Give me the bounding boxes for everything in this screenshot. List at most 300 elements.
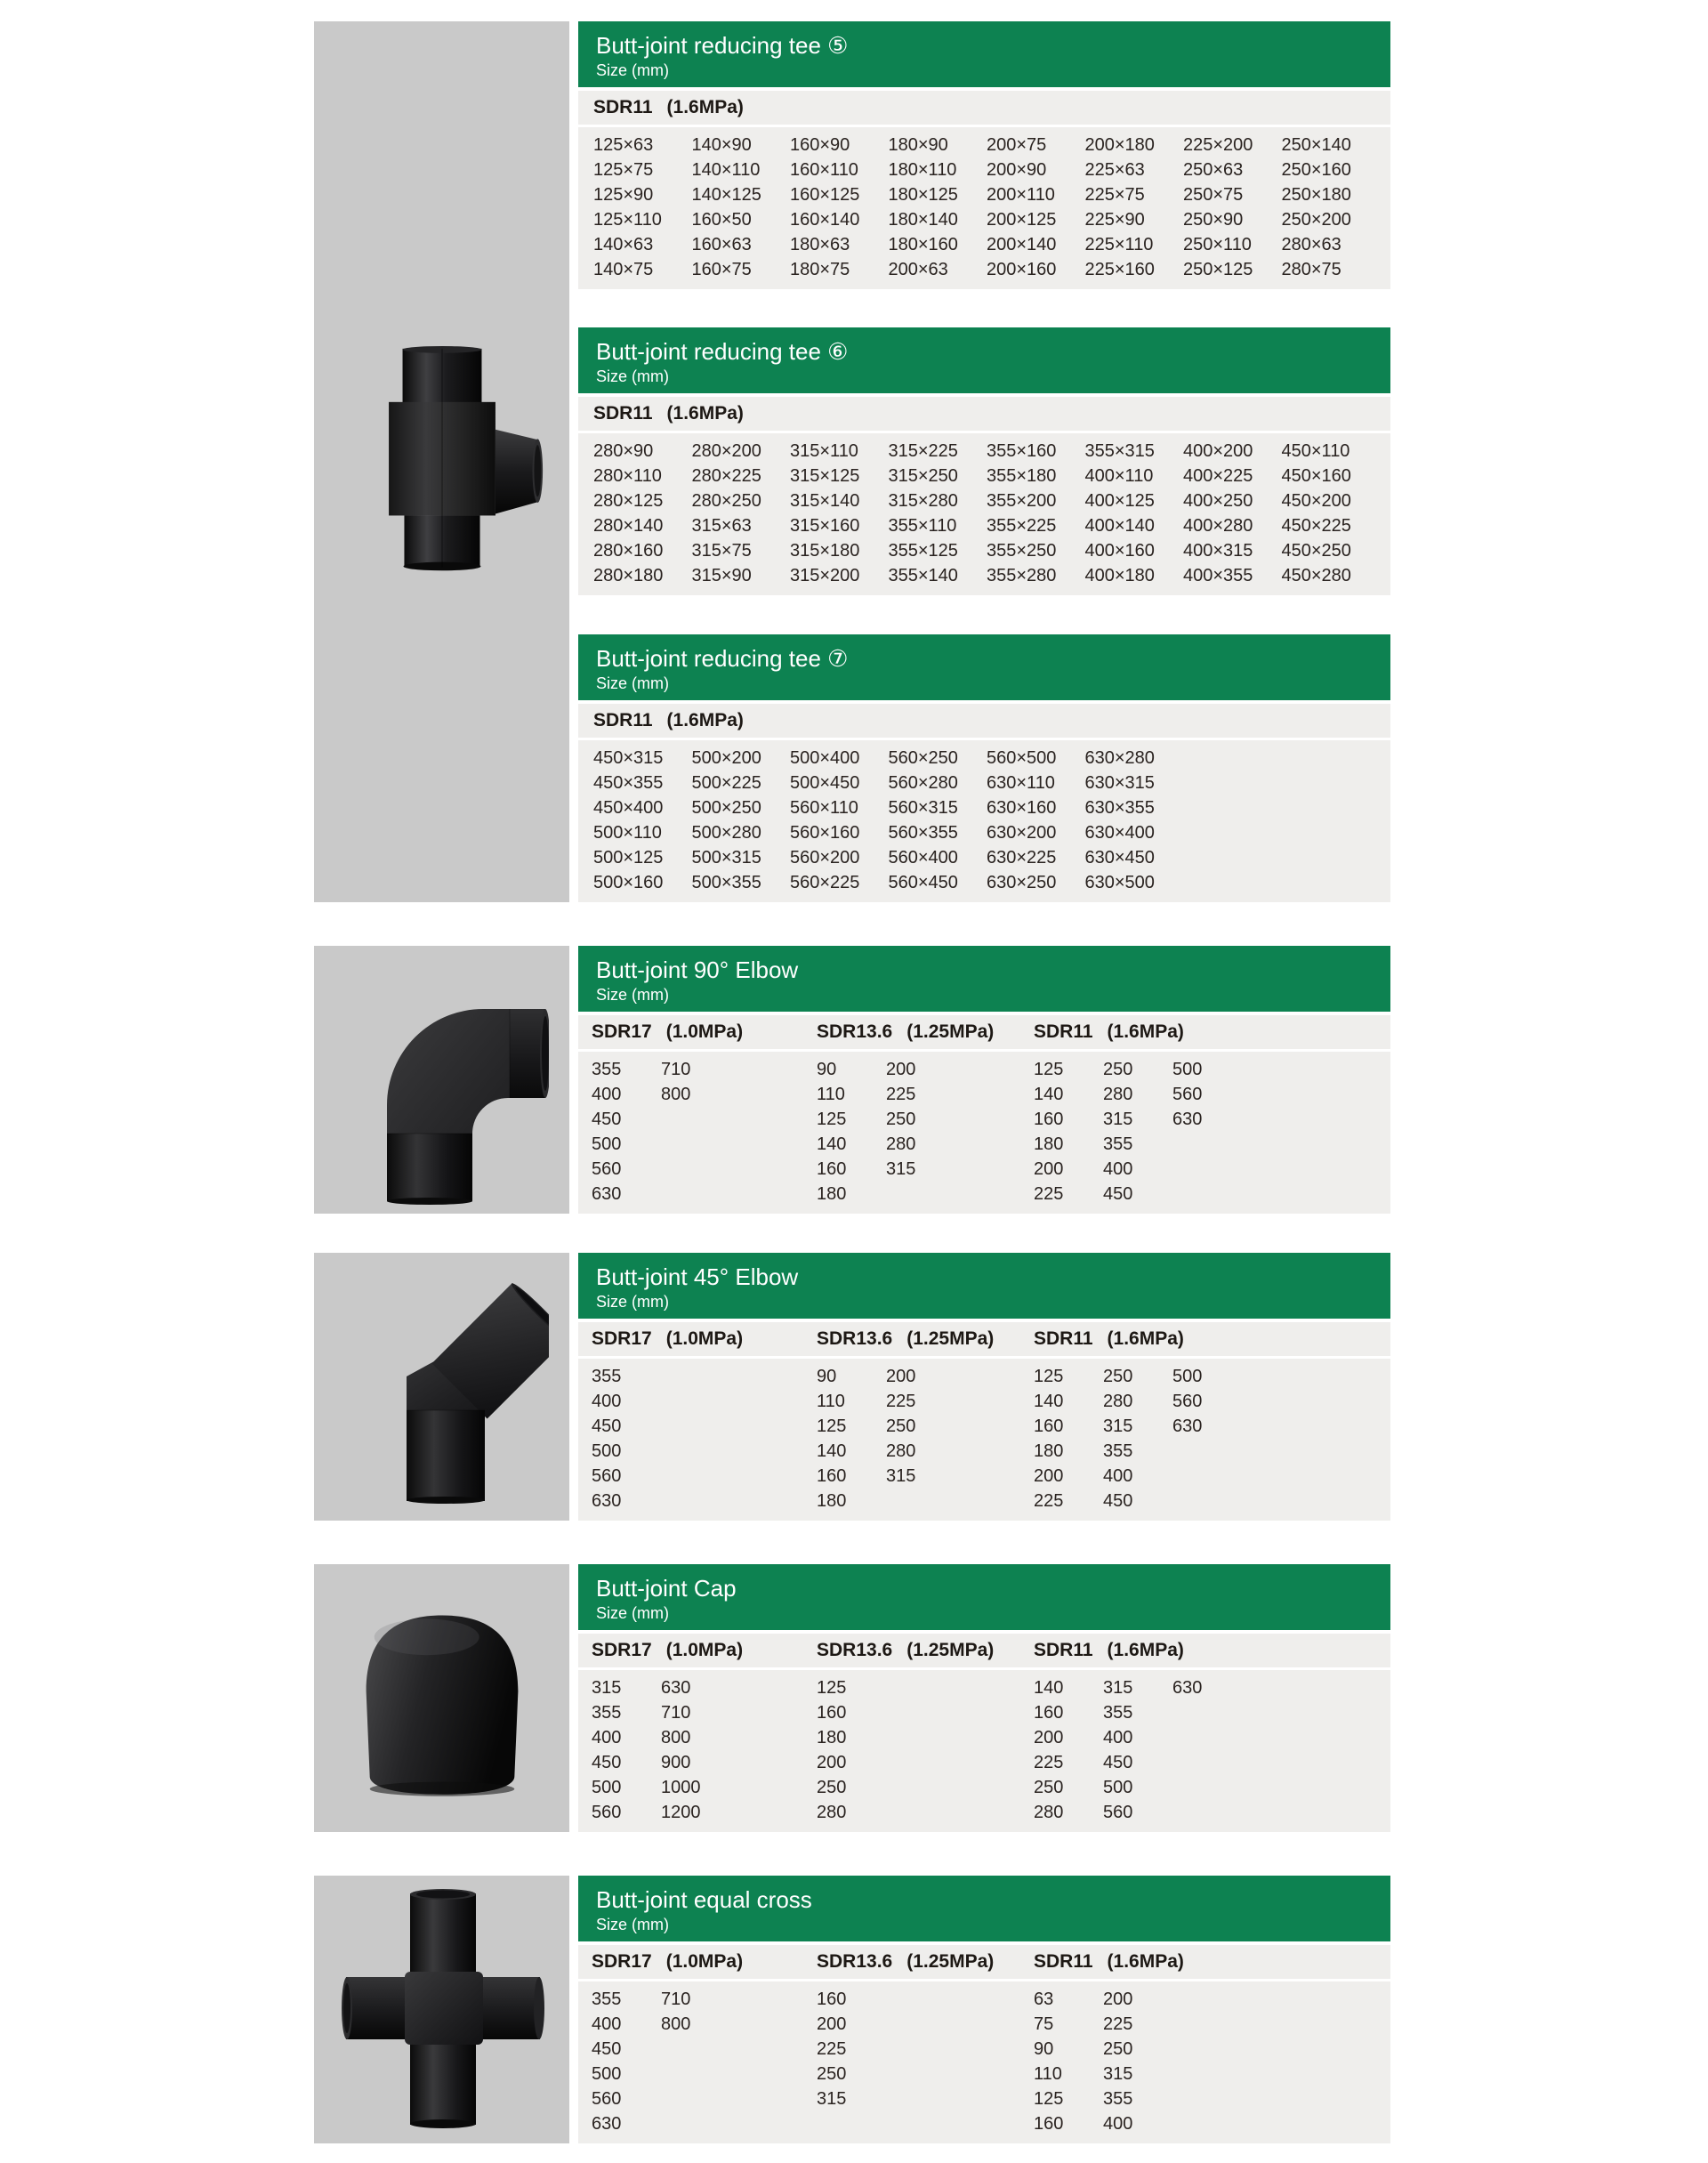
size-value: 280×125 [593,491,664,511]
size-value: 200×140 [987,235,1057,254]
size-column [790,133,859,282]
size-value: 90 [1034,2039,1054,2059]
size-value: 315×160 [790,516,860,536]
size-value: 500×125 [593,848,664,868]
size-value: 280×225 [691,466,761,486]
size-column [987,133,1056,282]
sdr-rating-label: SDR17 (1.0MPa) [592,1021,744,1042]
section-header [578,634,1390,700]
size-value: 450×160 [1281,466,1351,486]
section-title: Butt-joint equal cross [596,1886,812,1913]
sdr-header-row [578,397,1390,433]
size-value: 500×450 [790,773,860,793]
size-value: 125 [817,1110,847,1129]
size-value: 125×75 [593,160,654,180]
size-table [578,1012,1390,1214]
size-value: 450 [592,1416,622,1436]
size-value: 400 [1103,2114,1133,2134]
section-size-label: Size (mm) [596,367,669,385]
section-elbow-45 [578,1253,1390,1521]
size-grid [578,1052,1390,1214]
size-value: 315 [1103,1110,1133,1129]
size-value: 180×160 [888,235,958,254]
size-column [1103,1364,1132,1513]
size-value: 355×225 [987,516,1057,536]
size-value: 630×355 [1084,798,1155,818]
size-value: 225 [1034,1753,1064,1772]
reducing-tee-photo-box [314,21,569,902]
sdr-rating-label: SDR11 (1.6MPa) [1034,1021,1184,1042]
size-value: 180×125 [888,185,958,205]
size-value: 355 [1103,2089,1133,2109]
sdr-rating-label: SDR11 (1.6MPa) [593,710,744,730]
size-value: 225×200 [1183,135,1253,155]
size-value: 400 [592,1392,622,1411]
size-value: 280 [886,1441,916,1461]
section-equal-cross [578,1876,1390,2143]
size-column [886,1364,915,1489]
size-value: 250×140 [1281,135,1351,155]
size-value: 200 [886,1060,916,1079]
size-value: 180 [817,1491,847,1511]
size-value: 315×75 [691,541,752,561]
size-value: 315×63 [691,516,752,536]
size-value: 250×125 [1183,260,1253,279]
section-header [578,946,1390,1012]
size-value: 160 [817,1159,847,1179]
size-column [889,746,958,895]
size-value: 280×90 [593,441,654,461]
size-value: 315×280 [888,491,958,511]
size-value: 800 [661,1085,691,1104]
size-value: 225×63 [1084,160,1145,180]
size-table [578,1630,1390,1832]
size-value: 355 [592,1367,622,1386]
size-value: 630×160 [987,798,1057,818]
size-value: 355×180 [987,466,1057,486]
size-value: 280×250 [691,491,761,511]
size-value: 200 [817,1753,847,1772]
size-column [1034,1987,1063,2136]
size-value: 280 [1103,1392,1133,1411]
size-value: 500×250 [691,798,761,818]
size-value: 140 [817,1441,847,1461]
size-value: 710 [661,1060,691,1079]
size-value: 900 [661,1753,691,1772]
size-column [886,1057,915,1182]
size-value: 355 [1103,1134,1133,1154]
size-value: 710 [661,1989,691,2009]
size-value: 315 [886,1159,916,1179]
size-value: 630×200 [987,823,1057,843]
size-value: 280 [1034,1803,1064,1822]
size-value: 560×500 [987,748,1057,768]
sdr-rating-label: SDR13.6 (1.25MPa) [817,1951,995,1972]
size-value: 630 [592,1184,622,1204]
size-value: 125×63 [593,135,654,155]
size-value: 140×90 [691,135,752,155]
size-value: 125 [817,1678,847,1698]
size-column [817,1057,846,1207]
size-value: 630×315 [1084,773,1155,793]
size-value: 355 [592,1703,622,1723]
size-column [1103,1675,1132,1825]
size-value: 560 [1172,1392,1203,1411]
size-column [592,1057,621,1207]
elbow-90-photo-box [314,946,569,1214]
size-value: 90 [817,1367,837,1386]
size-value: 500×280 [691,823,761,843]
size-value: 315 [817,2089,847,2109]
size-value: 90 [817,1060,837,1079]
size-value: 180 [1034,1134,1064,1154]
size-value: 250×180 [1281,185,1351,205]
size-column [889,133,958,282]
size-value: 500 [1172,1060,1203,1079]
size-value: 315 [1103,2064,1133,2084]
size-column [1085,439,1155,588]
size-value: 355 [592,1989,622,2009]
size-column [1085,746,1155,895]
size-column [817,1364,846,1513]
size-table [578,1941,1390,2143]
size-value: 560 [592,2089,622,2109]
size-value: 200×160 [987,260,1057,279]
section-header [578,1253,1390,1319]
size-value: 400×280 [1183,516,1253,536]
sdr-header-row [578,1634,1390,1670]
size-column [1034,1057,1063,1207]
size-column [661,1987,690,2037]
size-value: 160 [817,1466,847,1486]
sdr-header-row [578,704,1390,740]
size-value: 110 [817,1392,845,1411]
size-value: 140 [1034,1392,1064,1411]
size-value: 280×63 [1281,235,1341,254]
size-value: 280×75 [1281,260,1341,279]
size-value: 250×90 [1183,210,1244,230]
section-title: Butt-joint 45° Elbow [596,1263,799,1290]
size-value: 140 [1034,1678,1064,1698]
size-value: 200×75 [987,135,1047,155]
size-value: 225×110 [1084,235,1154,254]
cap-photo [334,1590,551,1807]
equal-cross-photo-box [314,1876,569,2143]
size-value: 560×400 [888,848,958,868]
size-value: 315 [1103,1416,1133,1436]
sdr-rating-label: SDR17 (1.0MPa) [592,1640,744,1660]
size-value: 250×63 [1183,160,1244,180]
size-column [1172,1675,1202,1700]
size-value: 280×160 [593,541,664,561]
size-value: 315×180 [790,541,860,561]
size-value: 180 [817,1184,847,1204]
size-value: 450×110 [1281,441,1350,461]
size-value: 1000 [661,1778,701,1797]
size-value: 400 [1103,1728,1133,1747]
size-value: 355 [1103,1703,1133,1723]
size-value: 400 [1103,1466,1133,1486]
size-value: 355 [1103,1441,1133,1461]
size-value: 125 [1034,2089,1064,2109]
size-value: 400 [592,2014,622,2034]
section-reducing-tee-7 [578,634,1390,902]
size-value: 450×200 [1281,491,1351,511]
size-value: 250 [886,1416,916,1436]
size-value: 450 [592,1753,622,1772]
size-value: 280×140 [593,516,664,536]
size-value: 560×225 [790,873,860,892]
size-value: 140 [817,1134,847,1154]
size-value: 500 [1103,1778,1133,1797]
section-header [578,1564,1390,1630]
size-value: 75 [1034,2014,1054,2034]
size-column [1183,133,1253,282]
size-table [578,1319,1390,1521]
section-size-label: Size (mm) [596,674,669,692]
size-value: 560 [592,1803,622,1822]
size-column [817,1987,846,2111]
size-value: 200 [817,2014,847,2034]
size-value: 200 [886,1367,916,1386]
size-value: 450×315 [593,748,664,768]
size-value: 500 [592,1134,622,1154]
size-value: 160 [1034,1416,1064,1436]
size-value: 110 [817,1085,845,1104]
section-size-label: Size (mm) [596,986,669,1004]
section-header [578,21,1390,87]
size-value: 280 [817,1803,847,1822]
size-value: 125 [1034,1060,1064,1079]
size-value: 225 [886,1085,916,1104]
size-value: 250 [817,2064,847,2084]
size-value: 110 [1034,2064,1062,2084]
section-reducing-tee-6 [578,327,1390,595]
size-value: 250 [1103,2039,1133,2059]
size-column [1103,1987,1132,2136]
size-value: 560×355 [888,823,958,843]
size-value: 630 [592,2114,622,2134]
size-value: 560×315 [888,798,958,818]
sdr-rating-label: SDR13.6 (1.25MPa) [817,1640,995,1660]
size-value: 400 [592,1085,622,1104]
size-value: 800 [661,2014,691,2034]
section-size-label: Size (mm) [596,1293,669,1311]
section-cap [578,1564,1390,1832]
section-header [578,327,1390,393]
size-value: 710 [661,1703,691,1723]
size-value: 315×250 [888,466,958,486]
size-value: 400 [1103,1159,1133,1179]
size-value: 200×63 [888,260,948,279]
size-column [592,1987,621,2136]
size-value: 450 [1103,1491,1133,1511]
size-value: 160×125 [790,185,860,205]
size-column [1103,1057,1132,1207]
size-value: 630×110 [987,773,1055,793]
size-value: 500×355 [691,873,761,892]
size-value: 180×75 [790,260,850,279]
size-value: 560 [592,1466,622,1486]
size-value: 400×315 [1183,541,1253,561]
size-value: 500 [592,1778,622,1797]
size-grid [578,1359,1390,1521]
size-value: 250×110 [1183,235,1252,254]
size-value: 160×63 [691,235,752,254]
size-column [1172,1364,1202,1439]
section-title: Butt-joint 90° Elbow [596,956,799,983]
sdr-rating-label: SDR11 (1.6MPa) [1034,1328,1184,1349]
size-column [593,133,662,282]
size-column [692,746,761,895]
size-value: 160×50 [691,210,752,230]
size-value: 250 [1103,1367,1133,1386]
size-value: 355×160 [987,441,1057,461]
size-value: 630 [661,1678,691,1698]
size-value: 250×75 [1183,185,1244,205]
size-value: 180×90 [888,135,948,155]
size-value: 630×250 [987,873,1057,892]
size-value: 450×250 [1281,541,1351,561]
size-value: 225×90 [1084,210,1145,230]
size-value: 200×180 [1084,135,1155,155]
size-value: 225 [1034,1491,1064,1511]
elbow-45-photo [335,1263,549,1512]
size-value: 450×355 [593,773,664,793]
size-value: 560 [1172,1085,1203,1104]
size-value: 450 [1103,1184,1133,1204]
section-size-label: Size (mm) [596,1916,669,1933]
size-value: 500×200 [691,748,761,768]
size-grid [578,127,1390,289]
size-value: 200×125 [987,210,1057,230]
size-value: 125×90 [593,185,654,205]
size-value: 630×450 [1084,848,1155,868]
size-column [1172,1057,1202,1132]
size-column [889,439,958,588]
sdr-rating-label: SDR17 (1.0MPa) [592,1951,744,1972]
size-value: 400 [592,1728,622,1747]
size-value: 160×110 [790,160,858,180]
size-value: 160 [1034,2114,1064,2134]
size-value: 500×315 [691,848,761,868]
size-column [817,1675,846,1825]
size-value: 225 [886,1392,916,1411]
size-value: 400×110 [1084,466,1154,486]
size-value: 500 [592,1441,622,1461]
size-value: 250×200 [1281,210,1351,230]
size-value: 400×140 [1084,516,1155,536]
size-value: 125 [817,1416,847,1436]
size-column [1034,1675,1063,1825]
size-value: 160 [817,1703,847,1723]
size-value: 180×140 [888,210,958,230]
section-size-label: Size (mm) [596,61,669,79]
size-column [1034,1364,1063,1513]
section-title: Butt-joint reducing tee ⑦ [596,645,849,672]
size-value: 280×110 [593,466,662,486]
size-value: 140×125 [691,185,761,205]
size-value: 225 [1103,2014,1133,2034]
size-value: 500 [1172,1367,1203,1386]
size-value: 200×110 [987,185,1055,205]
sdr-header-row [578,1322,1390,1359]
size-value: 560×450 [888,873,958,892]
equal-cross-photo [335,1883,549,2136]
size-value: 225×75 [1084,185,1145,205]
size-value: 500×110 [593,823,662,843]
size-value: 280×180 [593,566,664,585]
size-value: 200 [1034,1466,1064,1486]
size-column [592,1675,621,1825]
size-value: 160 [817,1989,847,2009]
size-value: 355×250 [987,541,1057,561]
size-column [1183,439,1253,588]
size-value: 450 [1103,1753,1133,1772]
size-column [987,746,1056,895]
size-value: 355 [592,1060,622,1079]
section-title: Butt-joint reducing tee ⑤ [596,32,849,59]
section-title: Butt-joint reducing tee ⑥ [596,338,849,365]
size-value: 400×225 [1183,466,1253,486]
size-value: 160 [1034,1703,1064,1723]
size-value: 160 [1034,1110,1064,1129]
size-value: 355×315 [1084,441,1155,461]
size-value: 560 [592,1159,622,1179]
size-value: 250 [1034,1778,1064,1797]
size-value: 560×280 [888,773,958,793]
size-value: 560×250 [888,748,958,768]
size-value: 160×90 [790,135,850,155]
size-value: 315×200 [790,566,860,585]
size-column [661,1675,701,1825]
size-value: 125×110 [593,210,662,230]
size-value: 160×75 [691,260,752,279]
size-value: 500×400 [790,748,860,768]
size-value: 630 [592,1491,622,1511]
size-column [1282,133,1351,282]
sdr-rating-label: SDR11 (1.6MPa) [1034,1951,1184,1972]
size-column [790,439,859,588]
sdr-rating-label: SDR11 (1.6MPa) [1034,1640,1184,1660]
size-value: 450 [592,2039,622,2059]
sdr-rating-label: SDR13.6 (1.25MPa) [817,1328,995,1349]
size-value: 315 [886,1466,916,1486]
size-value: 500×160 [593,873,664,892]
size-value: 180 [817,1728,847,1747]
size-column [593,439,663,588]
size-grid [578,1670,1390,1832]
size-value: 500×225 [691,773,761,793]
size-value: 630 [1172,1110,1203,1129]
size-value: 450 [592,1110,622,1129]
size-value: 355×200 [987,491,1057,511]
size-value: 140×75 [593,260,654,279]
sdr-header-row [578,1015,1390,1052]
size-value: 200 [1103,1989,1133,2009]
size-value: 280 [886,1134,916,1154]
size-value: 180 [1034,1441,1064,1461]
sdr-header-row [578,91,1390,127]
size-column [692,133,761,282]
section-reducing-tee-5 [578,21,1390,289]
size-value: 355×280 [987,566,1057,585]
size-value: 140×63 [593,235,654,254]
size-grid [578,740,1390,902]
size-value: 250 [817,1778,847,1797]
size-value: 560×160 [790,823,860,843]
section-header [578,1876,1390,1941]
